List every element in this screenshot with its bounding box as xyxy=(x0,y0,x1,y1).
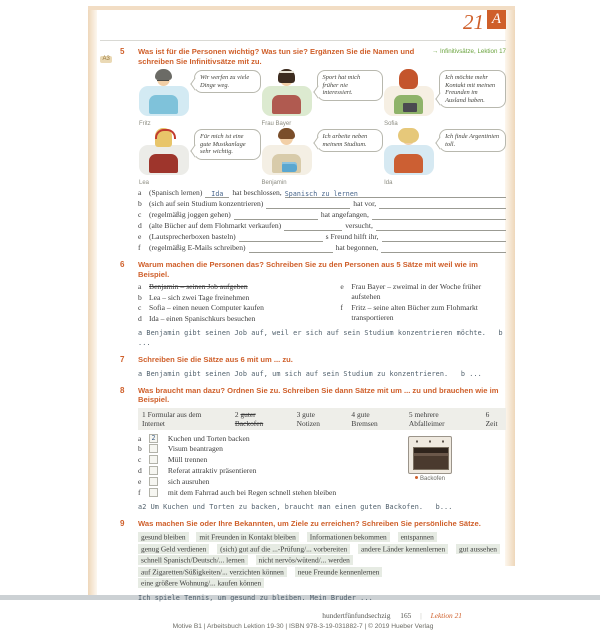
item-letter: c xyxy=(138,303,142,312)
grammar-reference-link: → Infinitivsätze, Lektion 17 xyxy=(432,48,506,55)
item-letter: e xyxy=(138,477,142,487)
speech-bubble xyxy=(439,70,506,108)
person-frau-bayer xyxy=(261,69,384,125)
page-edge-left xyxy=(88,6,97,595)
answer-box xyxy=(149,477,158,486)
matching-list xyxy=(138,434,506,499)
answer-blank xyxy=(285,188,506,198)
hair xyxy=(398,128,419,143)
exercise-number: 5 xyxy=(120,47,125,56)
example-continuation: b ... xyxy=(138,329,503,347)
tablet xyxy=(403,103,417,112)
phrase-bank xyxy=(138,532,506,589)
speech-bubble xyxy=(194,129,261,160)
item-text: Kuchen und Torten backen xyxy=(167,433,250,443)
exercise-title: Schreiben Sie die Sätze aus 6 mit um ... zu. xyxy=(138,355,293,364)
word-box-item xyxy=(486,410,502,428)
phrase: andere Länder kennenlernen xyxy=(358,544,448,554)
handwritten-example xyxy=(138,593,506,603)
example-text: Ich spiele Tennis, um gesund zu bleiben. Mein Bruder ... xyxy=(138,593,373,602)
imprint: Motive B1 | Arbeitsbuch Lektion 19-30 | ISBN 978-3-19-031882-7 | © 2019 Hueber Verlag xyxy=(172,622,434,630)
exercise-5 xyxy=(100,47,506,253)
word-number: 1 xyxy=(142,409,146,419)
item-text: sich ausruhen xyxy=(167,477,210,487)
handwritten-example xyxy=(138,502,506,512)
footer-pagination xyxy=(100,611,506,620)
item-letter: d xyxy=(138,313,142,323)
answer-box xyxy=(149,455,158,464)
person-ida xyxy=(383,128,506,184)
answer-blank xyxy=(205,188,229,198)
exercise-number: 6 xyxy=(120,260,125,269)
word-number: 2 xyxy=(234,409,239,419)
oven-door xyxy=(413,447,449,470)
book xyxy=(282,162,297,172)
oven-illustration xyxy=(408,436,452,474)
exercise-title: Was ist für die Personen wichtig? Was tun sie? Ergänzen Sie die Namen und schreiben Sie Infinitivsätze mit zu. xyxy=(138,47,415,66)
item-mid-text: hat beschlossen, xyxy=(232,188,282,197)
handwritten-example xyxy=(138,369,506,379)
answer-blank xyxy=(234,210,318,220)
list-item xyxy=(340,282,506,302)
speech-bubble-text: Sport hat mich früher nie interessiert. xyxy=(322,74,361,97)
page-number: 165 xyxy=(400,610,412,620)
item-text: Ida – einen Spanischkurs besuchen xyxy=(149,313,256,323)
header-rule xyxy=(100,40,506,41)
lektion-label: Lektion 21 xyxy=(430,610,462,620)
item-letter: b xyxy=(138,444,142,454)
speech-bubble xyxy=(317,129,384,152)
exercise-number: 8 xyxy=(120,385,125,395)
figure-caption xyxy=(400,476,460,482)
page-header xyxy=(100,10,506,38)
kursbuch-ref-label: A3 xyxy=(100,56,112,63)
list-item xyxy=(138,444,388,454)
item-letter: a xyxy=(138,433,142,443)
item-letter: b xyxy=(138,292,142,302)
hair xyxy=(278,128,295,139)
item-letter: c xyxy=(138,210,142,219)
item-mid-text: hat begonnen, xyxy=(335,243,379,252)
exercise-title: Was machen Sie oder Ihre Bekannten, um Ziele zu erreichen? Schreiben Sie persönliche Sätze. xyxy=(138,519,481,529)
item-letter: e xyxy=(138,232,142,241)
item-letter: b xyxy=(138,199,142,208)
example-letter: a xyxy=(138,369,143,378)
word-label: Formular aus dem Internet xyxy=(142,409,202,428)
phrase: neue Freunde kennenlernen xyxy=(295,567,383,577)
answer-blank xyxy=(266,199,350,209)
people-row-2 xyxy=(138,128,506,184)
person-name: Frau Bayer xyxy=(261,121,292,127)
phrase: gut aussehen xyxy=(456,544,500,554)
answer-blank xyxy=(372,210,506,220)
word-box-item xyxy=(235,410,283,428)
word-label: Zeit xyxy=(485,418,498,428)
list-item xyxy=(138,477,388,487)
exercise-9 xyxy=(100,519,506,603)
item-text: mit dem Fahrrad auch bei Regen schnell stehen bleiben xyxy=(167,488,337,498)
glasses-icon xyxy=(157,77,169,81)
page-edge-right xyxy=(505,6,515,566)
word-number: 6 xyxy=(485,409,490,419)
person-name: Ida xyxy=(384,180,393,186)
item-text: Benjamin – seinen Job aufgeben xyxy=(149,282,248,291)
phrase: genug Geld verdienen xyxy=(138,544,209,554)
lesson-letter-badge: A xyxy=(487,10,506,29)
list-item xyxy=(138,303,340,313)
item-prompt: (regelmäßig E-Mails schreiben) xyxy=(149,243,246,252)
person-illustration-sofia xyxy=(383,69,435,125)
item-mid-text: hat vor, xyxy=(353,199,377,208)
word-label: gute Bremsen xyxy=(351,409,378,428)
list-item xyxy=(138,488,388,498)
word-number: 3 xyxy=(296,409,301,419)
item-letter: a xyxy=(138,188,142,197)
headband xyxy=(279,71,294,73)
footer-divider: | xyxy=(420,610,422,620)
item-letter: a xyxy=(138,282,142,291)
word-box xyxy=(138,408,506,430)
handwritten-example xyxy=(138,328,506,348)
item-mid-text: s Freund hilft ihr, xyxy=(325,232,379,241)
answer-blank xyxy=(382,232,506,242)
speech-bubble-text: Für mich ist eine gute Musikanlage sehr wichtig. xyxy=(200,133,246,156)
item-letter: c xyxy=(138,455,142,465)
speech-bubble xyxy=(317,70,384,101)
jacket xyxy=(272,95,301,114)
item-prompt: (Lautsprecherboxen basteln) xyxy=(149,232,236,241)
person-name: Fritz xyxy=(139,121,151,127)
exercise-title: Was braucht man dazu? Ordnen Sie zu. Schreiben Sie dann Sätze mit um ... zu und brauchen wie im Beispiel. xyxy=(138,385,499,404)
fill-line-d xyxy=(138,220,506,231)
person-lea xyxy=(138,128,261,184)
person-name: Lea xyxy=(139,180,150,186)
person-benjamin xyxy=(261,128,384,184)
fill-line-a xyxy=(138,187,506,198)
answer-blank xyxy=(376,221,506,231)
page-number-word: hundertfünfundsechzig xyxy=(322,610,391,620)
example-letter: a2 xyxy=(138,503,147,512)
answer-blank xyxy=(381,243,506,253)
fill-line-f xyxy=(138,242,506,253)
answer-box: 2 xyxy=(149,434,158,443)
answer-box xyxy=(149,488,158,497)
fill-line-b xyxy=(138,198,506,209)
item-prompt: (Spanisch lernen) xyxy=(149,188,203,197)
fill-line-c xyxy=(138,209,506,220)
backofen-figure xyxy=(400,436,460,482)
example-continuation: b... xyxy=(435,503,453,512)
phrase: Informationen bekommen xyxy=(307,532,390,542)
item-text: Fritz – seine alten Bücher zum Flohmarkt transportieren xyxy=(351,302,478,322)
answer-blank xyxy=(284,221,342,231)
word-box-item xyxy=(142,410,221,428)
oven-knobs xyxy=(413,439,447,444)
shirt xyxy=(394,154,423,173)
word-box-item xyxy=(297,410,338,428)
example-text: Benjamin gibt seinen Job auf, weil er sich auf sein Studium konzentrieren möchte. xyxy=(146,329,486,337)
figure-caption-text: Backofen xyxy=(419,475,446,482)
item-mid-text: hat angefangen, xyxy=(320,210,369,219)
item-text: Frau Bayer – zweimal in der Woche früher aufstehen xyxy=(351,282,482,301)
word-number: 5 xyxy=(408,409,413,419)
item-letter: f xyxy=(138,488,141,498)
word-box-item xyxy=(409,410,472,428)
list-item xyxy=(138,282,340,292)
example-text: Um Kuchen und Torten zu backen, braucht man einen guten Backofen. xyxy=(150,503,424,512)
item-text: Sofia – einen neuen Computer kaufen xyxy=(149,303,264,312)
phrase: mit Freunden in Kontakt bleiben xyxy=(196,532,298,542)
people-row-1 xyxy=(138,69,506,125)
headphones-icon xyxy=(155,129,176,139)
item-text: Müll trennen xyxy=(167,455,208,465)
speech-bubble-text: Ich möchte mehr Kontakt mit meinen Freunden im Ausland haben. xyxy=(445,74,496,104)
person-illustration-benjamin xyxy=(261,128,313,184)
answer-blank xyxy=(379,199,506,209)
speech-bubble xyxy=(439,129,506,152)
exercise-number: 9 xyxy=(120,519,125,529)
list-item xyxy=(138,466,388,476)
answer-box xyxy=(149,444,158,453)
list-item xyxy=(138,293,340,303)
shirt xyxy=(149,95,178,114)
speech-bubble-text: Ich finde Argentinien toll. xyxy=(445,133,500,148)
word-number: 4 xyxy=(351,409,356,419)
item-letter: d xyxy=(138,221,142,230)
phrase: schnell Spanisch/Deutsch/... lernen xyxy=(138,555,248,565)
item-columns xyxy=(138,282,506,324)
caption-bullet xyxy=(415,476,418,479)
item-mid-text: versucht, xyxy=(345,221,373,230)
item-letter: f xyxy=(340,302,343,312)
list-item xyxy=(340,303,506,323)
exercise-7 xyxy=(100,355,506,379)
phrase: (sich) gut auf die ...-Prüfung/... vorbereiten xyxy=(217,544,350,554)
item-letter: e xyxy=(340,282,344,291)
shirt xyxy=(149,154,178,173)
item-text: Visum beantragen xyxy=(167,444,223,454)
person-illustration-frau-bayer xyxy=(261,69,313,125)
phrase: entspannen xyxy=(398,532,437,542)
item-letter: f xyxy=(138,243,141,252)
list-item xyxy=(138,314,340,324)
item-letter: d xyxy=(138,466,142,476)
speech-bubble-text: Wir werfen zu viele Dinge weg. xyxy=(200,74,250,89)
example-letter: a xyxy=(138,329,143,337)
item-prompt: (regelmäßig joggen gehen) xyxy=(149,210,231,219)
answer-blank xyxy=(249,243,333,253)
item-prompt: (alte Bücher auf dem Flohmarkt verkaufen) xyxy=(149,221,282,230)
lesson-number: 21 xyxy=(463,10,484,34)
speech-bubble-text: Ich arbeite neben meinem Studium. xyxy=(322,133,368,148)
item-text: Lea – sich zwei Tage freinehmen xyxy=(149,292,250,302)
person-name: Benjamin xyxy=(261,180,287,186)
page xyxy=(100,10,506,630)
phrase: gesund bleiben xyxy=(138,532,189,542)
phrase: nicht nervös/wütend/... werden xyxy=(256,555,353,565)
item-text: Referat attraktiv präsentieren xyxy=(167,466,257,476)
person-illustration-ida xyxy=(383,128,435,184)
phrase: auf Zigaretten/Süßigkeiten/... verzichten können xyxy=(138,567,287,577)
person-fritz xyxy=(138,69,261,125)
example-text: Benjamin gibt seinen Job auf, um sich auf sein Studium zu konzentrieren. xyxy=(146,369,449,378)
list-item xyxy=(138,434,388,444)
exercise-title: Warum machen die Personen das? Schreiben Sie zu den Personen aus 5 Sätze mit weil wie im Beispiel. xyxy=(138,260,478,279)
handwritten-answer: Ida xyxy=(211,190,224,198)
person-name: Sofia xyxy=(384,121,398,127)
phrase: eine größere Wohnung/... kaufen können xyxy=(138,578,264,588)
word-box-item xyxy=(351,410,395,428)
exercise-number: 7 xyxy=(120,355,125,364)
word-label: mehrere Abfalleimer xyxy=(408,409,445,428)
person-illustration-fritz xyxy=(138,69,190,125)
person-sofia xyxy=(383,69,506,125)
handwritten-answer: Spanisch zu lernen xyxy=(284,190,358,198)
exercise-6 xyxy=(100,260,506,348)
fill-line-e xyxy=(138,231,506,242)
person-illustration-lea xyxy=(138,128,190,184)
speech-bubble xyxy=(194,70,261,93)
word-label: gute Notizen xyxy=(296,409,321,428)
kursbuch-ref-badge xyxy=(100,47,120,65)
list-item xyxy=(138,455,388,465)
word-label: guter Backofen xyxy=(234,409,264,428)
page-footer xyxy=(100,611,506,630)
answer-blank xyxy=(239,232,323,242)
exercise-8 xyxy=(100,386,506,513)
hair xyxy=(399,69,418,89)
answer-box xyxy=(149,466,158,475)
example-continuation: b ... xyxy=(460,369,482,378)
item-prompt: (sich auf sein Studium konzentrieren) xyxy=(149,199,264,208)
